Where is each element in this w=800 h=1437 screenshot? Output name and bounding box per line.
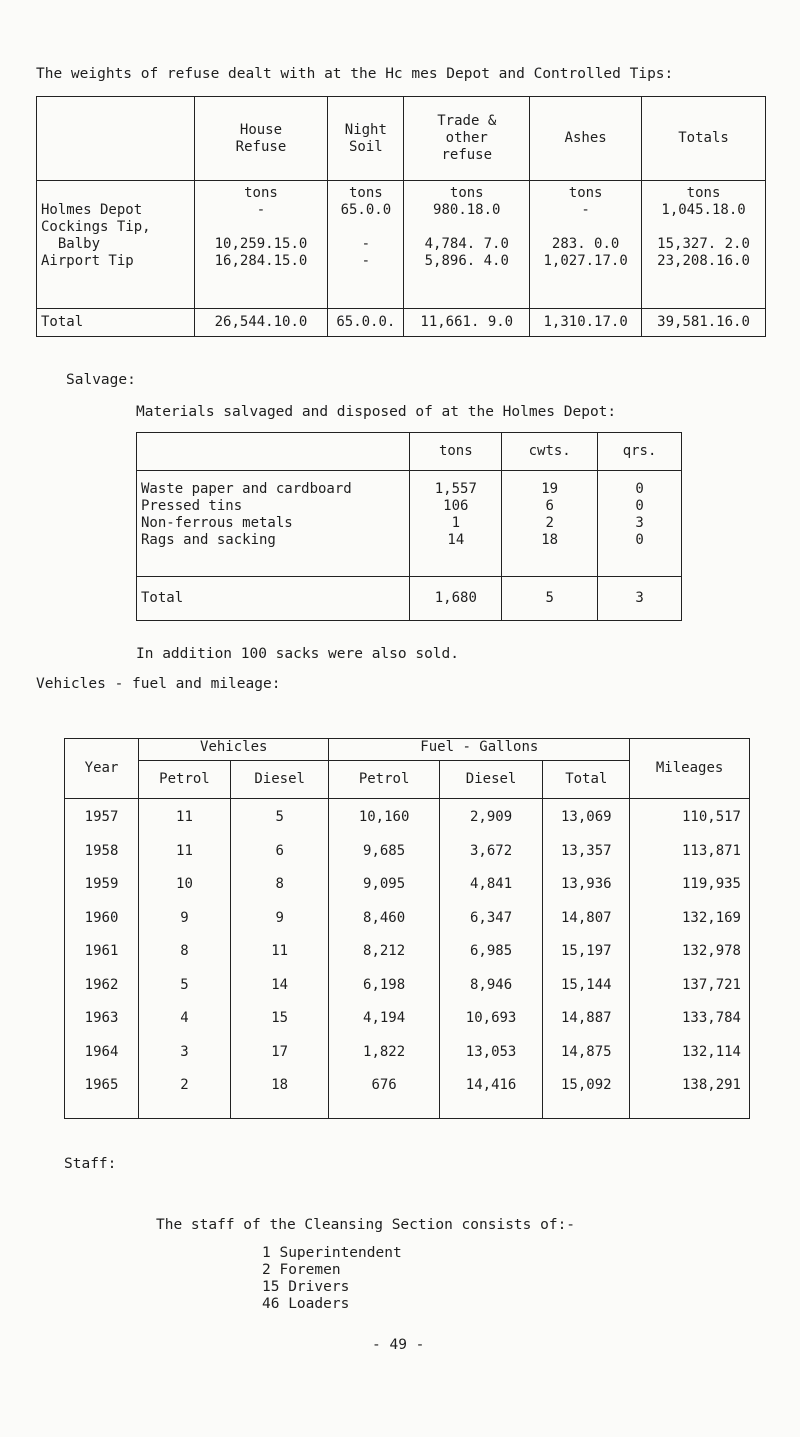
vehicles-cell-vp: 8 — [180, 943, 189, 959]
vehicles-cell-fd: 2,909 — [469, 809, 513, 825]
total-label: Total — [37, 309, 195, 337]
vehicles-cell-ft: 14,807 — [560, 909, 612, 926]
cell: 39,581.16.0 — [642, 309, 766, 337]
refuse-header-trade: Trade & other refuse — [404, 97, 530, 181]
cell: 0 — [635, 532, 644, 548]
vehicles-cell-year: 1960 — [84, 909, 119, 926]
cell: 980.18.0 — [433, 202, 501, 218]
vehicles-cell-mi: 132,978 — [681, 943, 741, 959]
cell: 283. 0.0 — [551, 236, 620, 252]
vehicles-cell-vd: 9 — [275, 909, 284, 926]
vehicles-cell-fd: 3,672 — [469, 842, 513, 859]
vehicles-cell-vd: 18 — [271, 1077, 289, 1093]
vehicles-cell-year: 1961 — [84, 943, 119, 959]
cell: 6 — [545, 498, 554, 514]
vehicles-cell-vd: 8 — [275, 876, 284, 892]
vehicles-cell-vp: 4 — [180, 1010, 189, 1026]
vehicles-cell-vd: 17 — [271, 1043, 289, 1060]
vehicles-cell-vd: 6 — [275, 842, 284, 859]
cell: 65.0.0 — [340, 202, 392, 218]
cell: 3 — [635, 515, 644, 531]
cell: 16,284.15.0 — [214, 253, 308, 269]
vehicles-cell-fd: 6,347 — [469, 909, 513, 926]
refuse-header-night: Night Soil — [328, 97, 404, 181]
vehicles-cell-vp: 11 — [176, 809, 193, 825]
vehicles-cell-mi: 137,721 — [681, 976, 741, 993]
refuse-body-names — [37, 181, 195, 309]
salvage-body-row — [137, 471, 682, 577]
vehicles-body-row — [65, 799, 750, 1119]
staff-list — [262, 1245, 402, 1313]
cell: 1,680 — [410, 577, 502, 621]
staff-item: 2 Foremen — [262, 1262, 341, 1278]
refuse-row-name: Balby — [41, 236, 101, 252]
header-fuel-diesel: Diesel — [439, 761, 543, 799]
staff-heading: Staff: — [64, 1156, 117, 1172]
vehicles-cell-vd: 5 — [275, 809, 284, 825]
cell: 11,661. 9.0 — [404, 309, 530, 337]
vehicles-cell-ft: 13,069 — [560, 809, 612, 825]
refuse-col-ashes — [530, 181, 642, 309]
vehicles-cell-ft: 15,144 — [560, 976, 612, 993]
staff-item: 15 Drivers — [262, 1279, 350, 1295]
cell: 106 — [443, 498, 469, 514]
salvage-item-name: Non-ferrous metals — [141, 515, 293, 531]
cell: 10,259.15.0 — [214, 236, 308, 252]
refuse-row-name: Cockings Tip, — [41, 219, 151, 235]
refuse-title: The weights of refuse dealt with at the Hc mes Depot and Controlled Tips: — [36, 66, 674, 82]
total-label: Total — [137, 577, 410, 621]
salvage-table — [136, 432, 682, 621]
refuse-header-house: House Refuse — [194, 97, 328, 181]
salvage-item-name: Pressed tins — [141, 498, 243, 514]
refuse-row-name: Airport Tip — [41, 253, 134, 269]
vehicles-cell-vp: 9 — [180, 909, 189, 926]
unit-label: tons — [449, 185, 484, 201]
vehicles-cell-year: 1962 — [84, 976, 119, 993]
vehicles-cell-mi: 110,517 — [681, 809, 741, 825]
vehicles-cell-year: 1957 — [84, 809, 119, 825]
refuse-total-row — [37, 309, 766, 337]
vehicles-cell-fp: 6,198 — [363, 976, 406, 993]
vehicles-cell-fd: 10,693 — [465, 1010, 517, 1026]
salvage-note: In addition 100 sacks were also sold. — [136, 646, 460, 662]
salvage-heading: Salvage: — [66, 372, 136, 388]
refuse-col-totals — [642, 181, 766, 309]
vehicles-cell-vd: 15 — [271, 1010, 289, 1026]
cell: 0 — [635, 498, 644, 514]
salvage-header-tons: tons — [410, 433, 502, 471]
unit-label: tons — [348, 185, 383, 201]
cell: 5 — [502, 577, 598, 621]
vehicles-heading: Vehicles - fuel and mileage: — [36, 676, 281, 692]
refuse-row-name: Holmes Depot — [41, 202, 143, 218]
vehicles-cell-year: 1958 — [84, 842, 119, 859]
header-fuel: Fuel - Gallons — [329, 739, 630, 761]
page-number: - 49 - — [372, 1337, 425, 1353]
salvage-item-name: Waste paper and cardboard — [141, 481, 352, 497]
staff-item: 1 Superintendent — [262, 1245, 402, 1261]
refuse-table — [36, 96, 766, 337]
cell: 1,557 — [434, 481, 477, 497]
vehicles-table — [64, 738, 750, 1119]
cell: 1 — [451, 515, 461, 531]
cell: 65.0.0. — [328, 309, 404, 337]
vehicles-cell-year: 1964 — [84, 1043, 119, 1060]
cell: 5,896. 4.0 — [424, 253, 509, 269]
vehicles-cell-vp: 3 — [180, 1043, 189, 1060]
staff-item: 46 Loaders — [262, 1296, 350, 1312]
vehicles-cell-mi: 119,935 — [681, 876, 741, 892]
vehicles-cell-mi: 132,169 — [681, 909, 741, 926]
salvage-total-row — [137, 577, 682, 621]
cell: 4,784. 7.0 — [424, 236, 509, 252]
cell: 14 — [447, 532, 465, 548]
cell: - — [361, 236, 371, 252]
vehicles-cell-fd: 6,985 — [469, 943, 513, 959]
vehicles-cell-vd: 14 — [271, 976, 289, 993]
cell: 23,208.16.0 — [657, 253, 750, 269]
header-vehicles: Vehicles — [139, 739, 329, 761]
salvage-header-row — [137, 433, 682, 471]
vehicles-cell-ft: 14,887 — [560, 1010, 612, 1026]
vehicles-header-row-1 — [65, 739, 750, 761]
header-mileages: Mileages — [630, 739, 750, 799]
vehicles-cell-fd: 8,946 — [469, 976, 513, 993]
unit-label: tons — [686, 185, 721, 201]
vehicles-cell-fp: 8,212 — [363, 943, 406, 959]
refuse-header-ashes: Ashes — [530, 97, 642, 181]
cell: 26,544.10.0 — [194, 309, 328, 337]
vehicles-cell-vp: 5 — [180, 976, 189, 993]
vehicles-cell-ft: 14,875 — [560, 1043, 612, 1060]
vehicles-cell-fd: 14,416 — [465, 1077, 517, 1093]
refuse-header-totals: Totals — [642, 97, 766, 181]
cell: 3 — [598, 577, 682, 621]
vehicles-cell-fp: 10,160 — [358, 809, 410, 825]
refuse-col-house — [194, 181, 328, 309]
cell: 2 — [545, 515, 554, 531]
header-fuel-total: Total — [543, 761, 630, 799]
vehicles-cell-year: 1965 — [84, 1077, 119, 1093]
header-year: Year — [65, 739, 139, 799]
salvage-item-name: Rags and sacking — [141, 532, 276, 548]
refuse-col-trade — [404, 181, 530, 309]
vehicles-cell-fp: 9,095 — [363, 876, 406, 892]
cell: - — [256, 202, 266, 218]
cell: - — [361, 253, 371, 269]
vehicles-cell-fp: 4,194 — [363, 1010, 406, 1026]
vehicles-cell-vp: 10 — [176, 876, 193, 892]
vehicles-cell-mi: 132,114 — [681, 1043, 741, 1060]
vehicles-cell-year: 1963 — [84, 1010, 119, 1026]
vehicles-cell-mi: 113,871 — [681, 842, 741, 859]
unit-label: tons — [244, 185, 278, 201]
cell: 1,045.18.0 — [661, 202, 746, 218]
vehicles-cell-year: 1959 — [84, 876, 119, 892]
salvage-header-cwts: cwts. — [502, 433, 598, 471]
cell: 0 — [635, 481, 644, 497]
refuse-body-row — [37, 181, 766, 309]
cell: 15,327. 2.0 — [657, 236, 750, 252]
vehicles-cell-fp: 8,460 — [363, 909, 406, 926]
cell: - — [581, 202, 590, 218]
unit-label: tons — [568, 185, 603, 201]
vehicles-cell-ft: 15,197 — [560, 943, 612, 959]
vehicles-cell-ft: 13,936 — [560, 876, 612, 892]
vehicles-cell-ft: 15,092 — [560, 1077, 612, 1093]
cell: 18 — [541, 532, 559, 548]
vehicles-cell-fd: 4,841 — [469, 876, 513, 892]
refuse-header-row — [37, 97, 766, 181]
vehicles-cell-fp: 9,685 — [363, 842, 406, 859]
vehicles-cell-mi: 138,291 — [681, 1077, 741, 1093]
vehicles-cell-vp: 2 — [180, 1077, 189, 1093]
vehicles-cell-vp: 11 — [176, 842, 193, 859]
cell: 1,310.17.0 — [530, 309, 642, 337]
cell: 1,027.17.0 — [543, 253, 628, 269]
header-vehicles-petrol: Petrol — [139, 761, 231, 799]
cell: 19 — [541, 481, 559, 497]
header-fuel-petrol: Petrol — [329, 761, 439, 799]
vehicles-cell-fd: 13,053 — [465, 1043, 517, 1060]
salvage-intro: Materials salvaged and disposed of at the Holmes Depot: — [136, 404, 617, 420]
vehicles-cell-fp: 1,822 — [363, 1043, 406, 1060]
salvage-header-qrs: qrs. — [598, 433, 682, 471]
vehicles-cell-ft: 13,357 — [560, 842, 612, 859]
vehicles-cell-vd: 11 — [271, 943, 289, 959]
vehicles-cell-fp: 676 — [371, 1077, 397, 1093]
refuse-col-night — [328, 181, 404, 309]
vehicles-cell-mi: 133,784 — [681, 1010, 741, 1026]
staff-intro: The staff of the Cleansing Section consists of:- — [156, 1217, 576, 1233]
header-vehicles-diesel: Diesel — [230, 761, 329, 799]
